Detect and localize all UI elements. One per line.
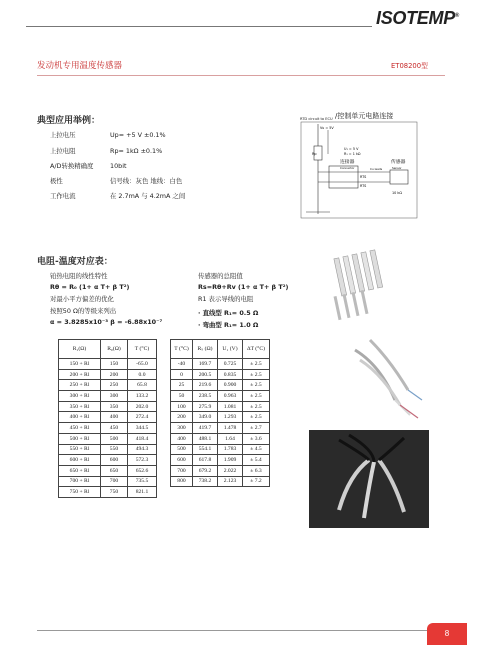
cell: 2.022 (218, 465, 243, 476)
cell: 250 (101, 380, 128, 391)
sensor-photo-bent (350, 330, 425, 420)
cell: 700 + Rl (59, 476, 101, 487)
table-row (59, 391, 157, 402)
ua-label-1: U₁ = 5 V (344, 147, 359, 151)
app-label-4: 极性 (50, 177, 63, 185)
cell: 200 + Rl (59, 369, 101, 380)
cell: ± 2.5 (243, 391, 270, 402)
sensor-photo-harness (309, 430, 429, 528)
table-row (171, 455, 270, 466)
left-note-4: 按照50 Ω的等级来列出 (50, 307, 117, 315)
sensor-box (390, 170, 408, 184)
cell: 400 (171, 433, 193, 444)
brand-mark: ® (454, 13, 460, 19)
cell: 750 (101, 487, 128, 498)
col-header: T (°C) (171, 340, 193, 359)
cell: 150 (101, 359, 128, 370)
footer-rule (37, 630, 427, 631)
tc-label-2: RTS (360, 184, 367, 188)
cell: 679.2 (193, 465, 218, 476)
cell: 550 + Rl (59, 444, 101, 455)
cell: 65.8 (128, 380, 157, 391)
brand-logo (376, 8, 459, 29)
cell: 349.0 (193, 412, 218, 423)
cell: ± 4.5 (243, 444, 270, 455)
cell: 133.2 (128, 391, 157, 402)
left-note-1: 铂热电阻的线性特性 (50, 272, 108, 280)
cell: 0.0 (128, 369, 157, 380)
page-number: 8 (427, 623, 467, 645)
app-value-4: 信号线：灰色 地线：白色 (110, 177, 183, 185)
cell: 250 + Rl (59, 380, 101, 391)
table-header-row (59, 340, 157, 359)
cell: 500 + Rl (59, 433, 101, 444)
cell: 700 (101, 476, 128, 487)
cell: 494.3 (128, 444, 157, 455)
table-row (171, 465, 270, 476)
table-row (59, 423, 157, 434)
right-note-1: 传感器的总阻值 (198, 272, 243, 280)
cell: 0.835 (218, 369, 243, 380)
cell: ± 2.5 (243, 412, 270, 423)
table-row (171, 423, 270, 434)
col-header: U₁ (V) (218, 340, 243, 359)
cell: 700 (171, 465, 193, 476)
cell: 1.64 (218, 433, 243, 444)
app-value-3: 10bit (110, 162, 127, 170)
right-note-5: · 弯曲型 R₁= 1.0 Ω (198, 321, 259, 329)
cell: 1.478 (218, 423, 243, 434)
cell: ± 2.5 (243, 369, 270, 380)
cell: 554.1 (193, 444, 218, 455)
cell: 735.5 (128, 476, 157, 487)
cell: ± 5.4 (243, 455, 270, 466)
cell: 1.909 (218, 455, 243, 466)
cell: 821.1 (128, 487, 157, 498)
cell: -65.0 (128, 359, 157, 370)
cell: 500 (171, 444, 193, 455)
vu-label: Vu = 5V (320, 126, 334, 130)
cell: ± 7.2 (243, 476, 270, 487)
cell: 500 (101, 433, 128, 444)
cell: 0.963 (218, 391, 243, 402)
cell: 300 + Rl (59, 391, 101, 402)
table-row (59, 444, 157, 455)
cell: ± 3.6 (243, 433, 270, 444)
cell: 300 (101, 391, 128, 402)
sensor-label: 传感器 (391, 160, 406, 165)
table-row (59, 476, 157, 487)
cell: ± 2.5 (243, 401, 270, 412)
tc-label-1: RTS (360, 175, 367, 179)
cell: 450 + Rl (59, 423, 101, 434)
cell: 300 (171, 423, 193, 434)
cell: 350 (101, 401, 128, 412)
cell: 350 + Rl (59, 401, 101, 412)
left-note-2: Rθ = R₀ (1+ α T+ β T²) (50, 283, 130, 291)
cell: 2.123 (218, 476, 243, 487)
table-header-row (171, 340, 270, 359)
col-header: Rₛ (Ω) (193, 340, 218, 359)
table-row (59, 359, 157, 370)
cell: 200.5 (193, 369, 218, 380)
col-header: T (°C) (128, 340, 157, 359)
cell: 0.900 (218, 380, 243, 391)
cell: 1.293 (218, 412, 243, 423)
cell: 344.5 (128, 423, 157, 434)
col-header: ΔT (°C) (243, 340, 270, 359)
right-note-2: Rs=Rθ+Rv (1+ α T+ β T²) (198, 283, 289, 291)
sensor-photo-straight (330, 248, 390, 328)
cell: 600 (101, 455, 128, 466)
connector-label: 连接器 (340, 160, 355, 165)
cell: 550 (101, 444, 128, 455)
cell: 1.081 (218, 401, 243, 412)
table-row (171, 433, 270, 444)
cell: 200 (171, 412, 193, 423)
cell: 100 (171, 401, 193, 412)
cell: 652.6 (128, 465, 157, 476)
cell: 25 (171, 380, 193, 391)
table-row (59, 465, 157, 476)
cell: 738.2 (193, 476, 218, 487)
app-value-2: Rp= 1kΩ ±0.1% (110, 147, 163, 155)
table-row (171, 444, 270, 455)
table-row (59, 380, 157, 391)
right-note-3: R1 表示导线的电阻 (198, 295, 254, 303)
cell: 275.9 (193, 401, 218, 412)
cell: 750 + Rl (59, 487, 101, 498)
rt-heading: 电阻-温度对应表： (37, 257, 113, 267)
harness-graphic (309, 430, 429, 528)
table-row (171, 476, 270, 487)
cell: 202.0 (128, 401, 157, 412)
connector-en: Connector (340, 166, 355, 170)
cell: 400 (101, 412, 128, 423)
cell: ± 2.7 (243, 423, 270, 434)
app-label-3: A/D转换精确度 (50, 162, 94, 170)
left-note-5: α = 3.8285x10⁻³ β = -6.88x10⁻⁷ (50, 318, 163, 326)
app-label-5: 工作电流 (50, 192, 76, 200)
table-row (171, 359, 270, 370)
table-row (59, 433, 157, 444)
temperature-table (170, 339, 270, 487)
cell: 800 (171, 476, 193, 487)
cell: 272.4 (128, 412, 157, 423)
circuit-caption: /控制单元电路连接 (335, 112, 394, 120)
cell: 150 + Rl (59, 359, 101, 370)
cell: 219.6 (193, 380, 218, 391)
title-rule (37, 75, 445, 76)
app-value-1: Up= +5 V ±0.1% (110, 131, 166, 139)
table-row (59, 455, 157, 466)
table-row (171, 412, 270, 423)
cell: 600 + Rl (59, 455, 101, 466)
cell: 400 + Rl (59, 412, 101, 423)
cell: 418.4 (128, 433, 157, 444)
col-header: R₀(Ω) (101, 340, 128, 359)
app-label-2: 上拉电阻 (50, 147, 76, 155)
table-row (171, 380, 270, 391)
cell: ± 6.3 (243, 465, 270, 476)
left-note-3: 对最小平方偏差的优化 (50, 295, 114, 303)
rp-label: Rp (312, 152, 317, 156)
header-rule (26, 26, 372, 27)
app-value-5: 在 2.7mA 与 4.2mA 之间 (110, 192, 186, 200)
cell: 450 (101, 423, 128, 434)
sensor-value: 10 kΩ (392, 191, 402, 195)
cell: 169.7 (193, 359, 218, 370)
page-title: 发动机专用温度传感器 (37, 61, 123, 71)
cell: 0 (171, 369, 193, 380)
cell: 650 (101, 465, 128, 476)
circuit-diagram (300, 120, 418, 220)
cell: 238.5 (193, 391, 218, 402)
cell: 572.3 (128, 455, 157, 466)
application-heading: 典型应用举例： (37, 116, 101, 126)
cell: 50 (171, 391, 193, 402)
cell: 0.725 (218, 359, 243, 370)
resistance-table (58, 339, 157, 498)
app-label-1: 上拉电压 (50, 131, 76, 139)
table-row (59, 412, 157, 423)
brand-text: ISOTEMP (376, 8, 455, 28)
table-row (59, 369, 157, 380)
cell: 617.8 (193, 455, 218, 466)
cell: 600 (171, 455, 193, 466)
table-row (59, 487, 157, 498)
ua-label-2: R₁ = 1 kΩ (344, 152, 361, 156)
cell: ± 2.5 (243, 380, 270, 391)
table-row (171, 369, 270, 380)
table-row (171, 401, 270, 412)
cell: 419.7 (193, 423, 218, 434)
cell: 650 + Rl (59, 465, 101, 476)
cell: -40 (171, 359, 193, 370)
cell: 488.1 (193, 433, 218, 444)
model-label: ET08200型 (391, 62, 428, 70)
col-header: R₁(Ω) (59, 340, 101, 359)
cell: 1.783 (218, 444, 243, 455)
cell: ± 2.5 (243, 359, 270, 370)
table-row (59, 401, 157, 412)
right-note-4: · 直线型 R₁= 0.5 Ω (198, 309, 259, 317)
table-row (171, 391, 270, 402)
circuit-small-caption: RTD circuit to ECU (300, 117, 333, 121)
sensor-en: Sensor (392, 166, 402, 170)
cell: 200 (101, 369, 128, 380)
wire-label: Cu leads (370, 167, 383, 171)
